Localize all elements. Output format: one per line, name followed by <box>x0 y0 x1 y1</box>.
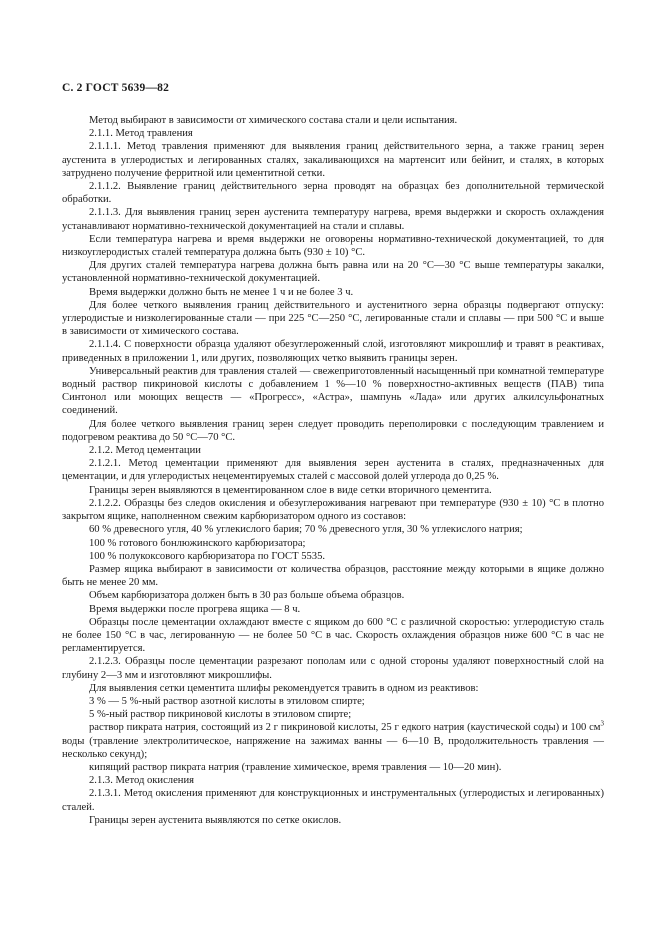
paragraph: Время выдержки после прогрева ящика — 8 ч. <box>89 603 301 615</box>
section-heading: 2.1.1. Метод травления <box>89 128 193 140</box>
paragraph: 2.1.1.2. Выявление границ действительного зерна проводят на образцах без дополнительной термической обработки. <box>62 181 604 206</box>
list-item: 100 % готового бонлюжинского карбюризатора; <box>89 537 306 549</box>
superscript: 3 <box>600 719 604 728</box>
paragraph: Образцы после цементации охлаждают вместе с ящиком до 600 °С с различной скоростью: углеродистую сталь не более 150 °С в час, легированную — не более 50 °С в час. Скорость охлаждения образцов ниже 600 °С в час не регламентируется. <box>62 616 604 655</box>
list-item: 3 % — 5 %-ный раствор азотной кислоты в этиловом спирте; <box>89 695 365 707</box>
paragraph: Для более четкого выявления границ зерен следует проводить переполировки с последующим травлением и подогревом реактива до 50 °С—70 °С. <box>62 418 604 443</box>
paragraph: 2.1.2.2. Образцы без следов окисления и обезуглероживания нагревают при температуре (930 ± 10) °С в плотно закрытом ящике, наполненном свежим карбюризатором одного из составов: <box>62 497 604 523</box>
paragraph: 2.1.1.1. Метод травления применяют для выявления границ действительного зерна, а также границ зерен аустенита в углеродистых и легированных сталях, закаливающихся на мартенсит или бейнит, и сталях, в которых затруднено получение ферритной или цементитной сетки. <box>62 141 604 179</box>
paragraph: Объем карбюризатора должен быть в 30 раз больше объема образцов. <box>89 590 405 602</box>
list-item: 100 % полукоксового карбюризатора по ГОСТ 5535. <box>89 550 326 562</box>
paragraph: 2.1.3.1. Метод окисления применяют для конструкционных и инструментальных (углеродистых и легированных) сталей. <box>62 788 604 813</box>
paragraph: 2.1.1.3. Для выявления границ зерен аустенита температуру нагрева, время выдержки и скорость охлаждения устанавливают нормативно-технической документацией на стали и сплавы. <box>62 207 604 232</box>
text-segment: раствор пикрата натрия, состоящий из 2 г пикриновой кислоты, 25 г едкого натрия (каустической соды) и 100 см <box>89 722 601 734</box>
paragraph: 2.1.2.1. Метод цементации применяют для выявления зерен аустенита в сталях, предназначенных для цементации, и для углеродистых нецементируемых сталей с массовой долей углерода до 0,25 %. <box>62 458 604 483</box>
list-item: 5 %-ный раствор пикриновой кислоты в этиловом спирте; <box>89 709 352 721</box>
paragraph: Для выявления сетки цементита шлифы рекомендуется травить в одном из реактивов: <box>89 682 479 694</box>
paragraph: Для других сталей температура нагрева должна быть равна или на 20 °С—30 °С выше температуры закалки, установленной нормативно-технической документацией. <box>62 260 604 285</box>
paragraph: Границы зерен выявляются в цементированном слое в виде сетки вторичного цементита. <box>89 484 492 496</box>
list-item: 60 % древесного угля, 40 % углекислого бария; 70 % древесного угля, 30 % углекислого натрия; <box>89 524 523 536</box>
paragraph: 2.1.2.3. Образцы после цементации разрезают пополам или с одной стороны удаляют поверхностный слой на глубину 2—3 мм и изготовляют микрошлифы. <box>62 656 604 681</box>
text-segment: воды (травление электролитическое, напряжение на зажимах ванны — 6—10 В, продолжительность травления — несколько секунд); <box>62 735 604 760</box>
document-body <box>62 114 604 827</box>
paragraph: Границы зерен аустенита выявляются по сетке окислов. <box>89 814 342 826</box>
list-item: кипящий раствор пикрата натрия (травление химическое, время травления — 10—20 мин). <box>89 761 502 773</box>
paragraph: Для более четкого выявления границ действительного и аустенитного зерна образцы подвергают отпуску: углеродистые и низколегированные стали — при 225 °С—250 °С, легированные стали и сплавы — при 500 °С и выше в зависимости от химического состава. <box>62 299 604 338</box>
list-item <box>62 721 604 761</box>
paragraph: Если температура нагрева и время выдержки не оговорены нормативно-технической документацией, то для низкоуглеродистых сталей температура должна быть (930 ± 10) °С. <box>62 233 604 259</box>
paragraph: Метод выбирают в зависимости от химического состава стали и цели испытания. <box>89 115 458 126</box>
section-heading: 2.1.3. Метод окисления <box>89 775 195 787</box>
paragraph: Время выдержки должно быть не менее 1 ч и не более 3 ч. <box>89 286 354 298</box>
page-header: С. 2 ГОСТ 5639—82 <box>62 82 170 94</box>
section-heading: 2.1.2. Метод цементации <box>89 445 201 457</box>
paragraph: Размер ящика выбирают в зависимости от количества образцов, расстояние между которыми в ящике должно быть не менее 20 мм. <box>62 563 604 589</box>
paragraph: 2.1.1.4. С поверхности образца удаляют обезуглероженный слой, изготовляют микрошлиф и травят в реактивах, приведенных в приложении 1, или других, позволяющих четко выявить границы зерен. <box>62 339 604 364</box>
paragraph: Универсальный реактив для травления сталей — свежеприготовленный насыщенный при комнатной температуре водный раствор пикриновой кислоты с добавлением 1 %—10 % поверхностно-активных веществ (ПАВ) типа Синтонол или моющих веществ — «Прогресс», «Астра», шампунь «Лада» или других алкилсульфонатных соединений. <box>62 365 604 417</box>
